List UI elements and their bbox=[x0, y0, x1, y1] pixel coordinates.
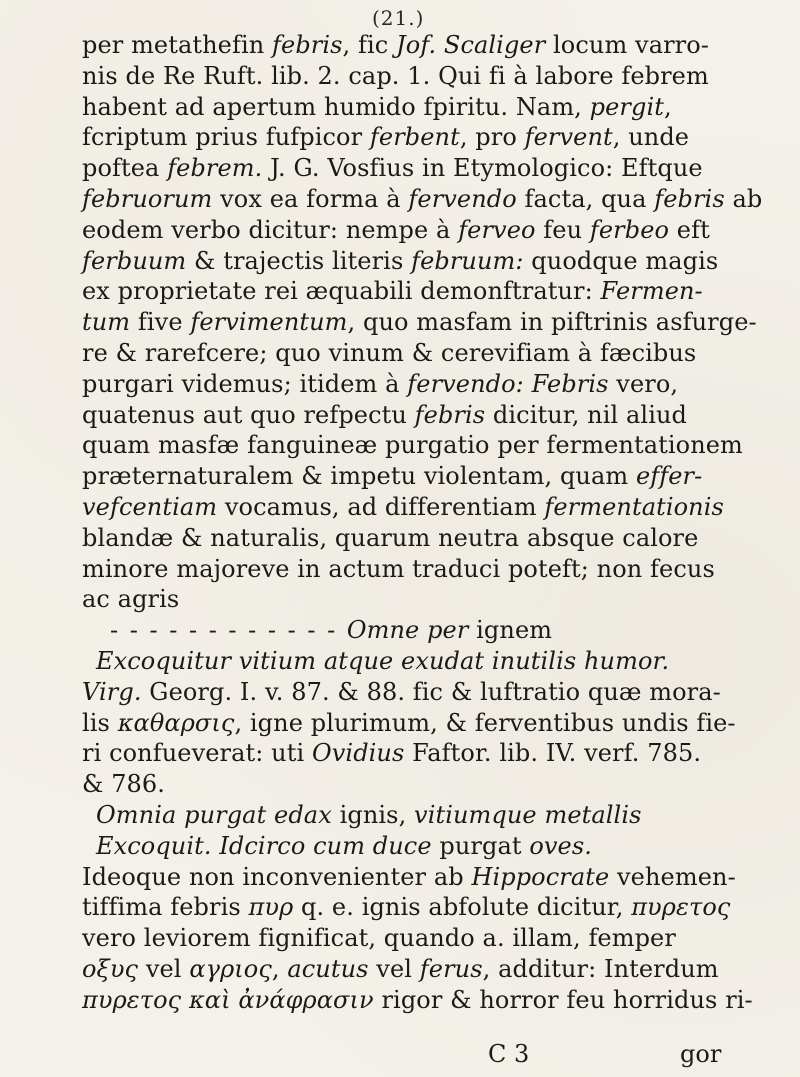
italic-text: vitiumque metallis bbox=[414, 800, 642, 829]
text-line bbox=[82, 307, 772, 338]
italic-text: febris bbox=[272, 31, 343, 59]
text-line bbox=[82, 122, 772, 153]
text-run: Georg. I. v. 87. & 88. fic & luftratio quæ mora- bbox=[141, 677, 721, 706]
text-run: facta, qua bbox=[516, 184, 655, 213]
text-line bbox=[82, 153, 772, 184]
text-line bbox=[82, 800, 772, 831]
text-run: vocamus, ad differentiam bbox=[217, 492, 545, 521]
text-line bbox=[82, 276, 772, 307]
italic-text: Fermen- bbox=[600, 277, 703, 306]
italic-text: fervimentum bbox=[190, 308, 348, 337]
text-line bbox=[82, 30, 772, 61]
italic-text: fervendo: Febris bbox=[407, 369, 609, 398]
text-run: eft bbox=[669, 215, 710, 244]
text-run: Faftor. lib. IV. verf. 785. bbox=[404, 739, 702, 768]
text-run: ri confueverat: uti bbox=[82, 739, 312, 768]
italic-text: oves. bbox=[529, 831, 592, 860]
text-line bbox=[82, 184, 772, 215]
text-run: per metathefin bbox=[82, 31, 273, 59]
text-run: vel bbox=[368, 954, 420, 983]
text-run: re & rarefcere; quo vinum & cerevifiam à fæcibus bbox=[82, 338, 697, 367]
text-line bbox=[82, 584, 772, 615]
text-run: fcriptum prius fufpicor bbox=[82, 123, 370, 152]
text-run: , quo masfam in piftrinis asfurge- bbox=[347, 308, 757, 337]
italic-text: πυρετος καὶ ἀνάφρασιν bbox=[82, 985, 374, 1014]
italic-text: ferbuum bbox=[82, 246, 187, 275]
text-line bbox=[82, 554, 772, 585]
italic-text: febris bbox=[414, 400, 486, 429]
text-run: nis de Re Ruft. lib. 2. cap. 1. Qui fi à labore febrem bbox=[82, 61, 709, 90]
italic-text: febrem. bbox=[167, 154, 263, 183]
text-run: Ideoque non inconvenienter ab bbox=[82, 862, 472, 891]
italic-text: febris bbox=[654, 184, 725, 213]
text-run: , igne plurimum, & ferventibus undis fie- bbox=[234, 708, 736, 737]
text-run: ab bbox=[724, 184, 763, 213]
text-line bbox=[82, 246, 772, 277]
text-run: feu bbox=[535, 215, 590, 244]
text-run: purgari videmus; itidem à bbox=[82, 369, 408, 398]
text-line bbox=[82, 892, 772, 923]
text-line bbox=[82, 430, 772, 461]
italic-text: fervent bbox=[524, 123, 613, 152]
text-run: habent ad apertum humido fpiritu. Nam, bbox=[82, 92, 590, 121]
italic-text: αγριος bbox=[189, 954, 272, 983]
text-run: ac agris bbox=[82, 585, 180, 614]
text-line bbox=[82, 215, 772, 246]
signature-mark: C 3 bbox=[488, 1040, 530, 1068]
italic-text: πυρετος bbox=[631, 893, 731, 922]
text-run: & 786. bbox=[82, 770, 166, 799]
text-line bbox=[82, 738, 772, 769]
text-run: dicitur, nil aliud bbox=[485, 400, 687, 429]
text-line bbox=[82, 369, 772, 400]
italic-text: acutus bbox=[287, 954, 369, 983]
text-line bbox=[82, 769, 772, 800]
italic-text: februum: bbox=[411, 246, 524, 275]
text-run: five bbox=[130, 308, 191, 337]
text-run: quodque magis bbox=[523, 246, 719, 275]
text-line bbox=[82, 400, 772, 431]
text-line bbox=[82, 461, 772, 492]
text-line bbox=[82, 954, 772, 985]
text-run: , bbox=[271, 954, 288, 983]
page-number: (21.) bbox=[372, 6, 425, 30]
italic-text: Omne per bbox=[346, 616, 469, 645]
text-line bbox=[82, 923, 772, 954]
text-run: eodem verbo dicitur: nempe à bbox=[82, 215, 459, 244]
text-line bbox=[82, 61, 772, 92]
text-run: minore majoreve in actum traduci poteft; non fecus bbox=[82, 554, 715, 583]
italic-text: fermentationis bbox=[544, 492, 724, 521]
italic-text: fervendo bbox=[408, 184, 517, 213]
text-run: , bbox=[663, 92, 672, 121]
italic-text: πυρ bbox=[248, 893, 294, 922]
text-run: & trajectis literis bbox=[186, 246, 412, 275]
text-run: lis bbox=[82, 708, 118, 737]
text-line bbox=[82, 615, 772, 646]
text-line bbox=[82, 677, 772, 708]
text-line bbox=[82, 523, 772, 554]
italic-text: februorum bbox=[82, 184, 213, 213]
italic-text: οξυς bbox=[82, 954, 139, 983]
italic-text: ferbent bbox=[369, 123, 460, 152]
text-run: vehemen- bbox=[609, 862, 736, 891]
text-run: q. e. ignis abfolute dicitur, bbox=[293, 893, 632, 922]
italic-text: Excoquitur vitium atque exudat inutilis humor. bbox=[96, 646, 670, 675]
text-line bbox=[82, 92, 772, 123]
text-run: , pro bbox=[459, 123, 525, 152]
text-run: locum varro- bbox=[545, 31, 710, 59]
text-run: vero leviorem fignificat, quando a. illam, femper bbox=[82, 924, 676, 953]
text-run: quatenus aut quo refpectu bbox=[82, 400, 415, 429]
text-run: poftea bbox=[82, 154, 168, 183]
text-run: , fic bbox=[342, 31, 397, 59]
italic-text: Excoquit. Idcirco cum duce bbox=[96, 831, 432, 860]
text-run: vel bbox=[138, 954, 190, 983]
italic-text: ferbeo bbox=[589, 215, 670, 244]
text-run: vox ea forma à bbox=[212, 184, 409, 213]
text-run: ex proprietate rei æquabili demonftratur: bbox=[82, 277, 601, 306]
italic-text: vefcentiam bbox=[82, 492, 218, 521]
text-run: ignis, bbox=[331, 800, 415, 829]
italic-text: ferus bbox=[419, 954, 483, 983]
text-line bbox=[82, 338, 772, 369]
text-run: blandæ & naturalis, quarum neutra absque calore bbox=[82, 523, 699, 552]
text-run: rigor & horror feu horridus ri- bbox=[373, 985, 753, 1014]
text-line bbox=[82, 646, 772, 677]
text-run: vero, bbox=[608, 369, 679, 398]
text-line bbox=[82, 985, 772, 1016]
text-run: - - - - - - - - - - - - bbox=[110, 616, 347, 645]
text-run: quam masfæ fanguineæ purgatio per fermentationem bbox=[82, 431, 743, 460]
text-run: tiffima febris bbox=[82, 893, 249, 922]
catchword: gor bbox=[680, 1040, 722, 1068]
italic-text: Hippocrate bbox=[471, 862, 610, 891]
text-run: , unde bbox=[612, 123, 690, 152]
italic-text: καθαρσις bbox=[117, 708, 235, 737]
text-run: ignem bbox=[468, 616, 553, 645]
text-line bbox=[82, 831, 772, 862]
body-text bbox=[82, 30, 772, 1016]
text-line bbox=[82, 862, 772, 893]
text-run: præternaturalem & impetu violentam, quam bbox=[82, 462, 636, 491]
page-footer bbox=[460, 1040, 760, 1072]
italic-text: Virg. bbox=[82, 677, 142, 706]
text-run: purgat bbox=[431, 831, 530, 860]
italic-text: tum bbox=[82, 308, 131, 337]
text-run: J. G. Vosfius in Etymologico: Eftque bbox=[262, 154, 703, 183]
italic-text: effer- bbox=[635, 462, 703, 491]
italic-text: Jof. Scaliger bbox=[396, 31, 546, 59]
text-line bbox=[82, 708, 772, 739]
text-line bbox=[82, 492, 772, 523]
text-run: , additur: Interdum bbox=[482, 954, 719, 983]
italic-text: ferveo bbox=[458, 215, 536, 244]
italic-text: pergit bbox=[589, 92, 664, 121]
italic-text: Ovidius bbox=[311, 739, 405, 768]
italic-text: Omnia purgat edax bbox=[96, 800, 332, 829]
